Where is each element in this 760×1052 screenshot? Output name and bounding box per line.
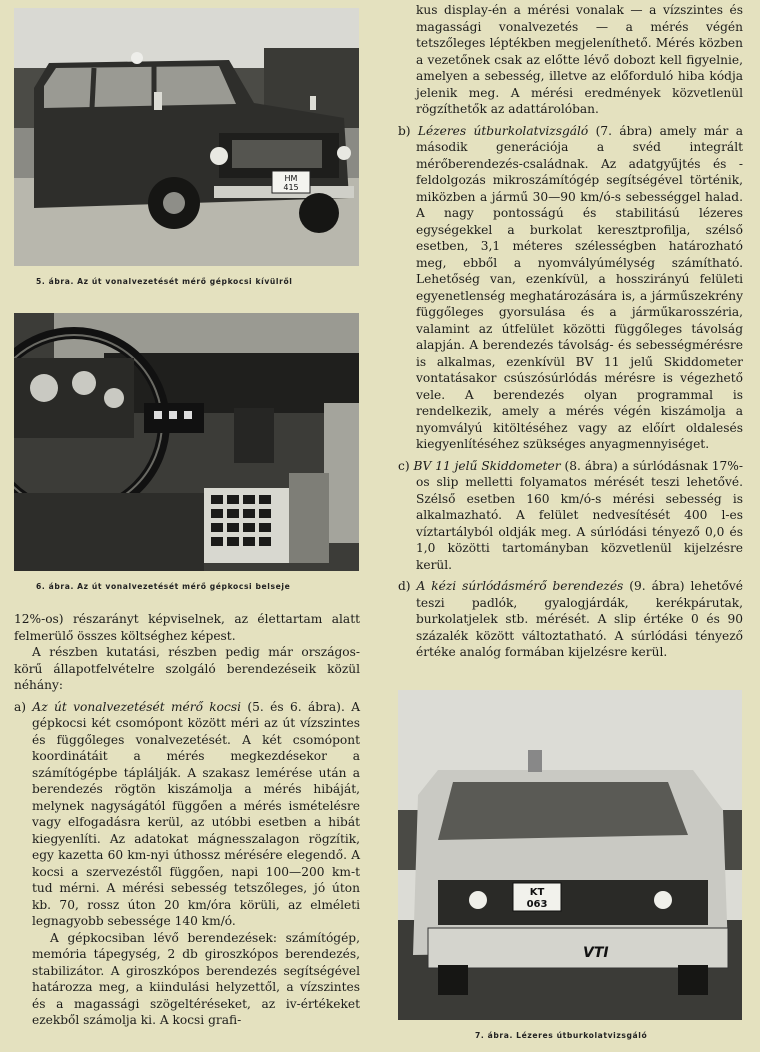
item-c-text: (8. ábra) a súrlódásnak 17%-os slip melletti folyamatos mérését teszi lehetővé. Szélső esetben 160 km/ó-s mérési sebesség is alkalmazható. A felület nedvesítését 400 l-es víztartályból oldják meg. A súrlódási tényező 0,0 és 1,0 közötti tartományban közvetlenül kijelzésre kerül.: [416, 458, 744, 572]
van-plate-text-1: KT: [529, 887, 545, 898]
item-d: [398, 578, 743, 661]
item-a-text: (5. és 6. ábra). A gépkocsi két csomópont között méri az út vízszintes és függőleges vonalvezetését. A két csomópont koordinátáit a mérés megkezdésekor a számítógépbe táplálják. A szakasz lemérése után a berendezés rögtön kiszámolja a mérés hibáját, melynek nagyságától függően a mérés ismételésre vagy elfogadásra kerül, az utóbbi esetben a hibát kiegyenlíti. Az adatokat mágnesszalagon rögzítik, egy kazetta 60 km-nyi úthossz mérésére elegendő. A kocsi a szervezéstől függően, napi 100—200 km-t tud mérni. A mérési sebesség tetszőleges, jó úton kb. 70, rossz úton 20 km/óra körüli, az elméleti legnagyobb sebessége 140 km/ó.: [32, 699, 361, 928]
van-plate-text-2: 063: [526, 899, 548, 910]
right-text-column: [398, 2, 743, 661]
figure-7-caption: 7. ábra. Lézeres útburkolatvizsgáló: [475, 1031, 648, 1040]
item-d-text: (9. ábra) lehetővé teszi padlók, gyalogjárdák, kerékpárutak, burkolatjelek stb. mérését. A slip értéke 0 és 90 százalék között változtatható. A súrlódási tényező értéke analóg formában kijelzésre kerül.: [416, 579, 743, 659]
figure-5-caption: 5. ábra. Az út vonalvezetését mérő gépkocsi kívülről: [36, 277, 293, 286]
item-c-title: BV 11 jelű Skiddometer: [413, 458, 561, 473]
item-b-text: (7. ábra) amely már a második generációja a svéd integrált mérőberendezés-családnak. Az adatgyűjtés és -feldolgozás mikroszámítógép segítségével történik, miközben a jármű 30—90 km/ó-s sebességgel halad. A nagy pontosságú és stabilitású lézeres egységekkel a burkolat keresztprofilja, szélső esetben, 3,1 méteres szélességben határozható meg, ebből a nyomvályúmélység számítható. Lehetőség van, ezenkívül, a hosszirányú felületi egyenetlenség meghatározására is, a járműszekrény függőleges gyorsulása és a járműkarosszéria, valamint az útfelület közötti függőleges távolság alapján. A berendezés távolság- és sebességmérésre is alkalmas, ezenkívül BV 11 jelű Skiddometer vontatásakor csúszósúrlódás mérésre is végezhető vele. A berendezés olyan programmal is rendelkezik, amely a mérés végén kiszámolja a nyomvályú kitöltéséhez vagy az előírt oldalesés kiegyenlítéséhez szükséges anyagmennyiséget.: [416, 123, 743, 451]
item-c: [398, 458, 743, 574]
figure-6-caption: 6. ábra. Az út vonalvezetését mérő gépkocsi belseje: [36, 582, 291, 591]
item-d-label: d): [398, 579, 411, 593]
car-plate-text-2: 415: [283, 183, 299, 192]
item-b-label: b): [398, 123, 411, 138]
item-b-title: Lézeres útburkolatvizsgáló: [417, 123, 589, 138]
paragraph-intro: A részben kutatási, részben pedig már országos-körű állapotfelvételre szolgáló berendezéseik közül néhány:: [14, 645, 360, 692]
item-a: [14, 699, 360, 930]
car-plate-text-1: HM: [284, 174, 298, 183]
figure-7-photo: [398, 690, 742, 1020]
paragraph-share: 12%-os) részarányt képviselnek, az élettartam alatt felmerülő összes költséghez képest.: [14, 612, 360, 643]
car-exterior-image: [14, 8, 359, 266]
paragraph-display: kus display-én a mérési vonalak — a vízszintes és magassági vonalvezetés — a mérés végén tetszőleges léptékben megjeleníthető. Mérés közben a vezetőnek csak az előtte lévő dobozt kell figyelnie, amelyen a sebesség, illetve az előforduló hiba kódja jelenik meg. A mérési eredmények közvetlenül rögzíthetők az adattárolóban.: [416, 3, 743, 116]
item-d-title: A kézi súrlódásmérő berendezés: [416, 579, 624, 593]
item-a-label: a): [14, 699, 27, 714]
van-logo-text: VTI: [583, 945, 609, 961]
item-a-paragraph-2: A gépkocsiban lévő berendezések: számítógép, memória tápegység, 2 db giroszkópos berendezés, stabilizátor. A giroszkópos berendezés segítségével határozza meg, a kiindulási helyzettől, a vízszintes és a magassági szögeltéréseket, az iv-értékeket ezekből számolja ki. A kocsi grafi-: [32, 930, 360, 1027]
item-c-label: c): [398, 458, 410, 473]
car-interior-image: [14, 313, 359, 571]
left-text-column: [14, 611, 360, 1029]
item-b: [398, 123, 743, 453]
figure-5-photo: [14, 8, 359, 266]
figure-6-photo: [14, 313, 359, 571]
van-image: [398, 690, 742, 1020]
item-a-title: Az út vonalvezetését mérő kocsi: [32, 699, 242, 714]
